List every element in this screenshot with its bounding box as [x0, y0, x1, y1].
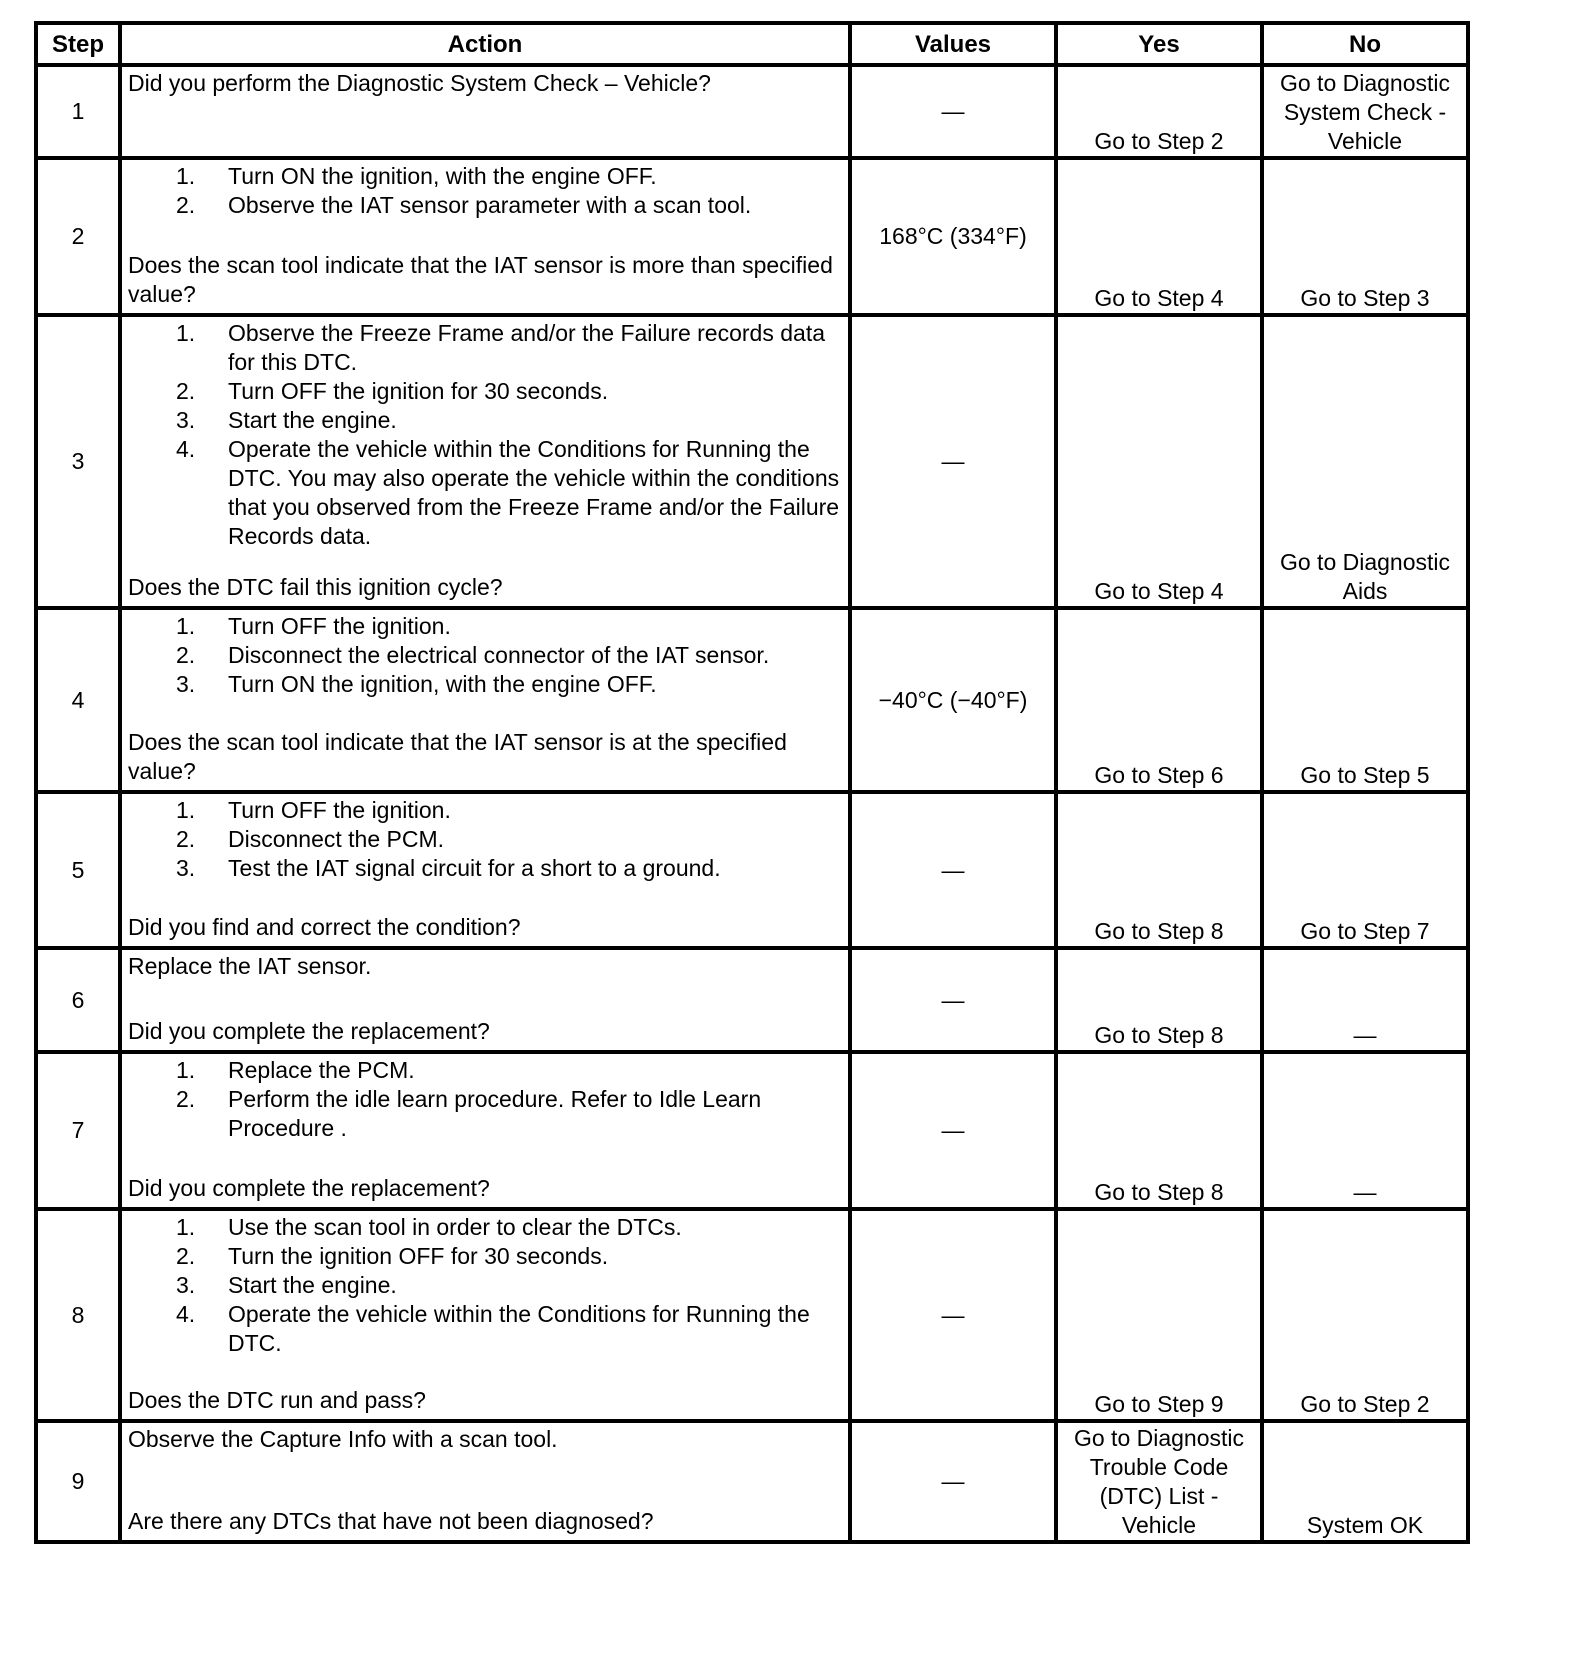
substep-number: 1. — [176, 797, 196, 823]
substep-item — [128, 612, 842, 641]
action-question: Did you complete the replacement? — [128, 1018, 490, 1044]
values-cell: — — [850, 65, 1056, 158]
no-cell: System OK — [1262, 1421, 1468, 1542]
substep-number: 1. — [176, 320, 196, 346]
substep-item — [128, 1213, 842, 1242]
header-row — [36, 23, 1468, 65]
action-cell — [120, 948, 850, 1052]
substep-item — [128, 1085, 842, 1143]
step-number: 7 — [36, 1052, 120, 1209]
substep-number: 2. — [176, 826, 196, 852]
substep-item — [128, 162, 842, 191]
no-cell: Go to Diagnostic System Check - Vehicle — [1262, 65, 1468, 158]
action-cell — [120, 608, 850, 792]
substep-number: 3. — [176, 671, 196, 697]
substep-text: Operate the vehicle within the Conditions for Running the DTC. You may also operate the vehicle within the conditions that you observed from the Freeze Frame and/or the Failure Records data. — [228, 436, 840, 549]
yes-cell: Go to Step 4 — [1056, 158, 1262, 315]
table-row — [36, 608, 1468, 792]
values-cell: — — [850, 1052, 1056, 1209]
yes-cell: Go to Diagnostic Trouble Code (DTC) List - Vehicle — [1056, 1421, 1262, 1542]
substep-list — [128, 796, 842, 883]
substep-number: 2. — [176, 192, 196, 218]
action-cell — [120, 315, 850, 608]
substep-number: 1. — [176, 163, 196, 189]
step-number: 2 — [36, 158, 120, 315]
substep-text: Start the engine. — [228, 1272, 397, 1298]
substep-list — [128, 1213, 842, 1358]
action-question: Does the scan tool indicate that the IAT sensor is at the specified value? — [128, 729, 787, 784]
no-cell: Go to Step 5 — [1262, 608, 1468, 792]
substep-item — [128, 1300, 842, 1358]
action-cell — [120, 65, 850, 158]
action-cell — [120, 792, 850, 948]
substep-item — [128, 641, 842, 670]
no-cell: — — [1262, 948, 1468, 1052]
table-row — [36, 1421, 1468, 1542]
no-cell: Go to Step 7 — [1262, 792, 1468, 948]
step-number: 8 — [36, 1209, 120, 1421]
substep-number: 2. — [176, 378, 196, 404]
header-yes: Yes — [1056, 23, 1262, 65]
substep-text: Disconnect the electrical connector of the IAT sensor. — [228, 642, 770, 668]
action-cell — [120, 1052, 850, 1209]
substep-text: Observe the Freeze Frame and/or the Failure records data for this DTC. — [228, 320, 826, 375]
action-intro: Replace the IAT sensor. — [128, 953, 372, 979]
substep-list — [128, 1056, 842, 1143]
values-cell: −40°C (−40°F) — [850, 608, 1056, 792]
no-cell: Go to Step 2 — [1262, 1209, 1468, 1421]
action-question: Did you find and correct the condition? — [128, 914, 521, 940]
substep-text: Perform the idle learn procedure. Refer to Idle Learn Procedure . — [228, 1086, 762, 1141]
substep-item — [128, 377, 842, 406]
action-question: Does the DTC run and pass? — [128, 1387, 426, 1413]
substep-text: Turn OFF the ignition for 30 seconds. — [228, 378, 609, 404]
substep-text: Start the engine. — [228, 407, 397, 433]
table-row — [36, 948, 1468, 1052]
substep-item — [128, 1271, 842, 1300]
substep-number: 2. — [176, 642, 196, 668]
substep-item — [128, 1056, 842, 1085]
yes-cell: Go to Step 6 — [1056, 608, 1262, 792]
table-row — [36, 315, 1468, 608]
substep-text: Turn ON the ignition, with the engine OFF. — [228, 163, 657, 189]
table-row — [36, 158, 1468, 315]
table-row — [36, 792, 1468, 948]
diagnostic-table — [34, 21, 1470, 1544]
table-body — [36, 65, 1468, 1542]
substep-number: 4. — [176, 1301, 196, 1327]
substep-number: 2. — [176, 1086, 196, 1112]
substep-text: Turn OFF the ignition. — [228, 797, 451, 823]
table-row — [36, 65, 1468, 158]
substep-item — [128, 406, 842, 435]
header-no: No — [1262, 23, 1468, 65]
yes-cell: Go to Step 2 — [1056, 65, 1262, 158]
no-cell: Go to Diagnostic Aids — [1262, 315, 1468, 608]
substep-list — [128, 319, 842, 551]
yes-cell: Go to Step 8 — [1056, 792, 1262, 948]
substep-item — [128, 435, 842, 551]
action-question: Did you complete the replacement? — [128, 1175, 490, 1201]
substep-text: Turn ON the ignition, with the engine OFF. — [228, 671, 657, 697]
substep-number: 1. — [176, 1057, 196, 1083]
substep-number: 1. — [176, 1214, 196, 1240]
substep-number: 1. — [176, 613, 196, 639]
values-cell: — — [850, 315, 1056, 608]
yes-cell: Go to Step 9 — [1056, 1209, 1262, 1421]
substep-item — [128, 191, 842, 220]
step-number: 1 — [36, 65, 120, 158]
values-cell: 168°C (334°F) — [850, 158, 1056, 315]
substep-text: Use the scan tool in order to clear the DTCs. — [228, 1214, 682, 1240]
action-cell — [120, 1421, 850, 1542]
step-number: 6 — [36, 948, 120, 1052]
substep-text: Test the IAT signal circuit for a short to a ground. — [228, 855, 721, 881]
substep-item — [128, 319, 842, 377]
header-values: Values — [850, 23, 1056, 65]
substep-text: Turn the ignition OFF for 30 seconds. — [228, 1243, 609, 1269]
substep-number: 2. — [176, 1243, 196, 1269]
values-cell: — — [850, 792, 1056, 948]
substep-item — [128, 796, 842, 825]
no-cell: Go to Step 3 — [1262, 158, 1468, 315]
substep-number: 3. — [176, 1272, 196, 1298]
no-cell: — — [1262, 1052, 1468, 1209]
action-cell — [120, 1209, 850, 1421]
header-step: Step — [36, 23, 120, 65]
substep-text: Operate the vehicle within the Conditions for Running the DTC. — [228, 1301, 810, 1356]
substep-item — [128, 670, 842, 699]
yes-cell: Go to Step 4 — [1056, 315, 1262, 608]
substep-text: Replace the PCM. — [228, 1057, 415, 1083]
values-cell: — — [850, 1209, 1056, 1421]
substep-item — [128, 825, 842, 854]
action-cell — [120, 158, 850, 315]
step-number: 4 — [36, 608, 120, 792]
substep-list — [128, 612, 842, 699]
substep-text: Turn OFF the ignition. — [228, 613, 451, 639]
substep-number: 3. — [176, 407, 196, 433]
table-row — [36, 1052, 1468, 1209]
yes-cell: Go to Step 8 — [1056, 1052, 1262, 1209]
action-intro: Observe the Capture Info with a scan tool. — [128, 1426, 558, 1452]
substep-list — [128, 162, 842, 220]
step-number: 5 — [36, 792, 120, 948]
substep-text: Observe the IAT sensor parameter with a scan tool. — [228, 192, 752, 218]
action-question: Are there any DTCs that have not been diagnosed? — [128, 1508, 654, 1534]
header-action: Action — [120, 23, 850, 65]
substep-item — [128, 854, 842, 883]
step-number: 9 — [36, 1421, 120, 1542]
action-question: Does the scan tool indicate that the IAT sensor is more than specified value? — [128, 252, 833, 307]
table-row — [36, 1209, 1468, 1421]
values-cell: — — [850, 948, 1056, 1052]
substep-item — [128, 1242, 842, 1271]
action-intro: Did you perform the Diagnostic System Check – Vehicle? — [128, 70, 711, 96]
values-cell: — — [850, 1421, 1056, 1542]
step-number: 3 — [36, 315, 120, 608]
yes-cell: Go to Step 8 — [1056, 948, 1262, 1052]
substep-number: 3. — [176, 855, 196, 881]
substep-text: Disconnect the PCM. — [228, 826, 445, 852]
substep-number: 4. — [176, 436, 196, 462]
action-question: Does the DTC fail this ignition cycle? — [128, 574, 503, 600]
